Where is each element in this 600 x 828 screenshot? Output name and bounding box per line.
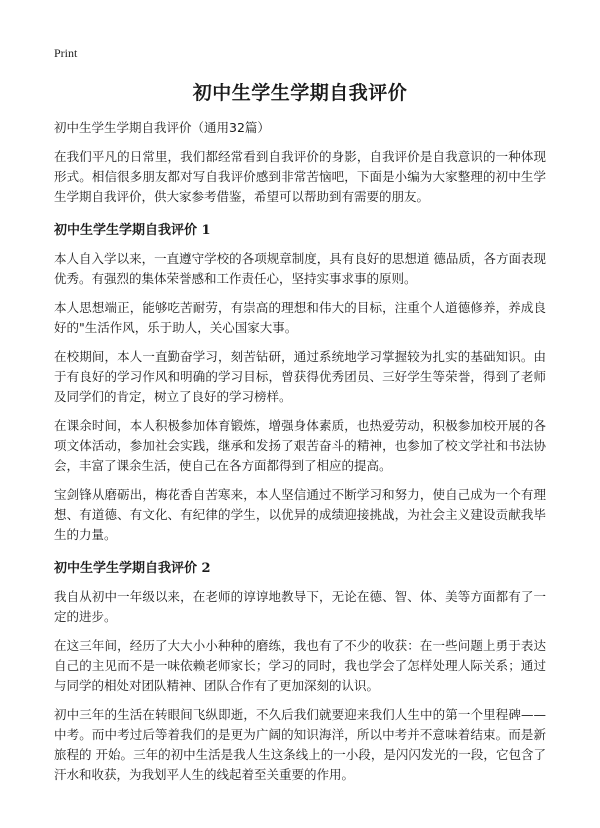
section-heading-2: 初中生学生学期自我评价 2	[54, 561, 211, 576]
section-1-paragraph-3: 在校期间，本人一直勤奋学习，刻苦钻研，通过系统地学习掌握较为扎实的基础知识。由于有良好的学习作风和明确的学习目标，曾获得优秀团员、三好学生等荣誉，得到了老师及同学们的肯定，树立了良好的学习榜样。	[54, 349, 546, 404]
section-1-paragraph-2: 本人思想端正，能够吃苦耐劳，有崇高的理想和伟大的目标，注重个人道德修养，养成良好的"生活作风，乐于助人，关心国家大事。	[54, 300, 546, 335]
section-1-paragraph-1: 本人自入学以来，一直遵守学校的各项规章制度，具有良好的思想道 德品质，各方面表现优秀。有强烈的集体荣誉感和工作责任心，坚持实事求事的原则。	[54, 251, 546, 286]
section-1-paragraph-5: 宝剑锋从磨砺出，梅花香自苦寒来，本人坚信通过不断学习和努力，使自己成为一个有理想、有道德、有文化、有纪律的学生，以优异的成绩迎接挑战，为社会主义建设贡献我毕生的力量。	[54, 487, 546, 542]
document-subtitle: 初中生学生学期自我评价（通用32篇）	[54, 120, 270, 135]
document-body	[54, 78, 546, 794]
intro-paragraph: 在我们平凡的日常里，我们都经常看到自我评价的身影，自我评价是自我意识的一种体现形式。相信很多朋友都对写自我评价感到非常苦恼吧，下面是小编为大家整理的初中生学生学期自我评价，供大家参考借鉴，希望可以帮助到有需要的朋友。	[54, 149, 546, 204]
section-2-paragraph-3: 初中三年的生活在转眼间飞纵即逝，不久后我们就要迎来我们人生中的第一个里程碑——中考。而中考过后等着我们的是更为广阔的知识海洋，所以中考并不意味着结束。而是新旅程的 开始。三年的初中生活是我人生这条线上的一小段，是闪闪发光的一段，它包含了汗水和收获，为我划平人生的线起着至关重要的作用。	[54, 707, 546, 782]
section-1-paragraph-4: 在课余时间，本人积极参加体育锻炼，增强身体素质，也热爱劳动，积极参加校开展的各项文体活动，参加社会实践，继承和发扬了艰苦奋斗的精神，也参加了校文学社和书法协会，丰富了课余生活，使自己在各方面都得到了相应的提高。	[54, 418, 546, 473]
section-heading-1: 初中生学生学期自我评价 1	[54, 223, 211, 238]
print-link[interactable]: Print	[54, 46, 78, 60]
section-2-paragraph-1: 我自从初中一年级以来，在老师的谆谆地教导下，无论在德、智、体、美等方面都有了一定的进步。	[54, 589, 546, 624]
page-title: 初中生学生学期自我评价	[192, 82, 408, 104]
section-2-paragraph-2: 在这三年间，经历了大大小小种种的磨练，我也有了不少的收获：在一些问题上勇于表达自己的主见而不是一味依赖老师家长；学习的同时，我也学会了怎样处理人际关系；通过与同学的相处对团队精神、团队合作有了更加深刻的认识。	[54, 638, 546, 693]
